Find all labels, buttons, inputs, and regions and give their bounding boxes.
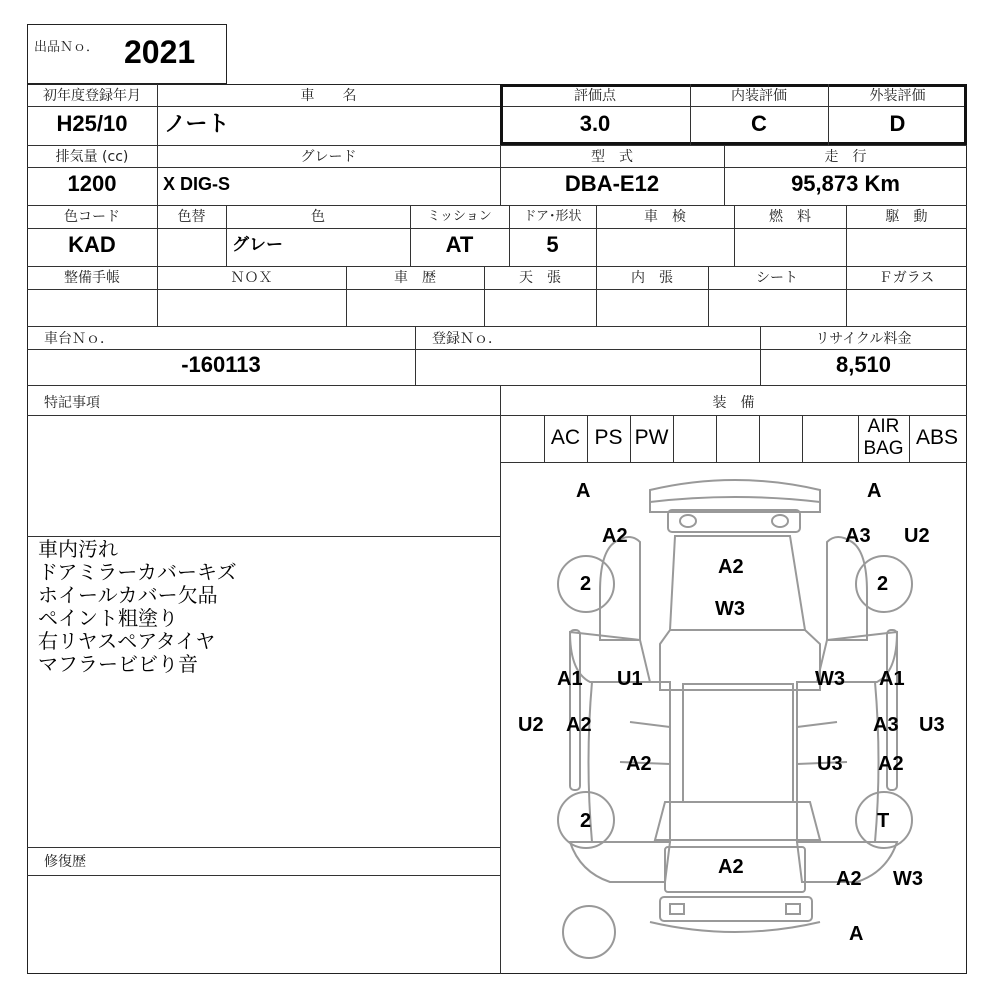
mark-front-tire-right: 2 (877, 573, 889, 595)
seat-label: シート (756, 270, 798, 286)
repair-history-label: 修復歴 (44, 854, 86, 870)
remark-line: ドアミラーカバーキズ (38, 560, 237, 584)
first-reg-label: 初年度登録年月 (43, 88, 141, 104)
doors-label: ドア･形状 (523, 209, 582, 224)
car-name-label: 車 名 (300, 88, 357, 104)
mileage-label: 走 行 (824, 149, 867, 165)
lot-number: 2021 (124, 34, 196, 70)
mark-right-a3: A3 (873, 714, 899, 736)
color-code-value: KAD (68, 232, 116, 257)
equip-abs: ABS (915, 426, 959, 449)
mark-front-bumper-left: A (576, 480, 591, 502)
color-label: 色 (311, 209, 325, 225)
mark-trunk: A2 (718, 856, 744, 878)
remark-line: ホイールカバー欠品 (38, 583, 218, 607)
mark-right-a2-rear: A2 (878, 753, 904, 775)
interior-trim-label: 内 張 (631, 270, 673, 286)
equip-ac: AC (550, 426, 581, 449)
model-value: DBA-E12 (564, 171, 660, 196)
mark-left-rear-door: A2 (626, 753, 652, 775)
history-label: 車 歴 (394, 270, 436, 286)
transmission-value: AT (445, 232, 474, 257)
remark-line: 右リヤスペアタイヤ (38, 629, 216, 653)
equip-pw: PW (634, 426, 669, 449)
score-label: 評価点 (574, 88, 616, 104)
service-book-label: 整備手帳 (64, 270, 120, 286)
remark-line: ペイント粗塗り (38, 606, 178, 630)
mark-rear-right-a2: A2 (836, 868, 862, 890)
remark-line: マフラービビり音 (38, 652, 198, 676)
chassis-value: -160113 (181, 352, 261, 377)
displacement-label: 排気量 (cc) (55, 149, 129, 165)
remark-line: 車内汚れ (38, 537, 118, 561)
mark-rear-right-w3: W3 (893, 868, 923, 890)
mark-left-door-u1: U1 (617, 668, 643, 690)
inspection-label: 車 検 (644, 209, 686, 225)
chassis-label: 車台Ｎｏ． (44, 331, 114, 347)
equip-airbag: AIR BAG (863, 416, 904, 459)
mark-front-bumper-right: A (867, 480, 882, 502)
mark-left-door-a1: A1 (557, 668, 583, 690)
transmission-label: ミッション (427, 209, 492, 224)
drive-label: 駆 動 (885, 209, 928, 225)
roof-label: 天 張 (519, 270, 561, 286)
equip-ps: PS (594, 426, 623, 449)
mark-right-a1: A1 (879, 668, 905, 690)
fglass-label: Ｆガラス (878, 270, 935, 286)
lot-number-label: 出品Ｎｏ． (34, 40, 100, 55)
mark-rear-bumper: A (849, 923, 864, 945)
equipment-label: 装 備 (712, 395, 755, 411)
repaint-label: 色替 (177, 209, 206, 225)
registration-label: 登録Ｎｏ． (432, 331, 502, 347)
car-name-value: ノート (164, 111, 230, 136)
mark-left-u2: U2 (518, 714, 544, 736)
model-label: 型 式 (591, 149, 633, 165)
color-code-label: 色コード (64, 209, 120, 225)
fuel-label: 燃 料 (769, 209, 811, 225)
doors-value: 5 (546, 232, 559, 257)
exterior-value: D (889, 111, 906, 136)
grade-label: グレード (300, 149, 357, 165)
remarks-label: 特記事項 (44, 395, 100, 411)
mark-right-u3: U3 (919, 714, 945, 736)
recycle-value: 8,510 (835, 352, 892, 377)
mark-front-tire-left: 2 (580, 573, 592, 595)
displacement-value: 1200 (67, 171, 117, 196)
interior-value: C (751, 111, 767, 136)
mileage-value: 95,873 Km (791, 171, 900, 196)
mark-right-w3: W3 (815, 668, 845, 690)
mark-rear-tire-left: 2 (580, 810, 592, 832)
color-value: グレー (232, 235, 283, 254)
mark-right-u3-rear: U3 (817, 753, 843, 775)
mark-hood-2: W3 (715, 598, 745, 620)
first-reg-value: H25/10 (56, 111, 128, 136)
mark-front-fender-left: A2 (602, 525, 628, 547)
mark-hood-1: A2 (718, 556, 744, 578)
mark-rear-tire-right: T (877, 810, 890, 832)
remarks-notes (38, 538, 237, 676)
grade-value: X DIG-S (163, 174, 231, 194)
exterior-label: 外装評価 (869, 88, 926, 104)
mark-left-a2: A2 (566, 714, 592, 736)
mark-front-right-extra: U2 (904, 525, 930, 547)
recycle-label: リサイクル料金 (815, 331, 912, 347)
nox-label: ＮＯＸ (230, 270, 273, 286)
interior-label: 内装評価 (731, 88, 787, 104)
mark-front-fender-right: A3 (845, 525, 871, 547)
score-value: 3.0 (579, 111, 611, 136)
